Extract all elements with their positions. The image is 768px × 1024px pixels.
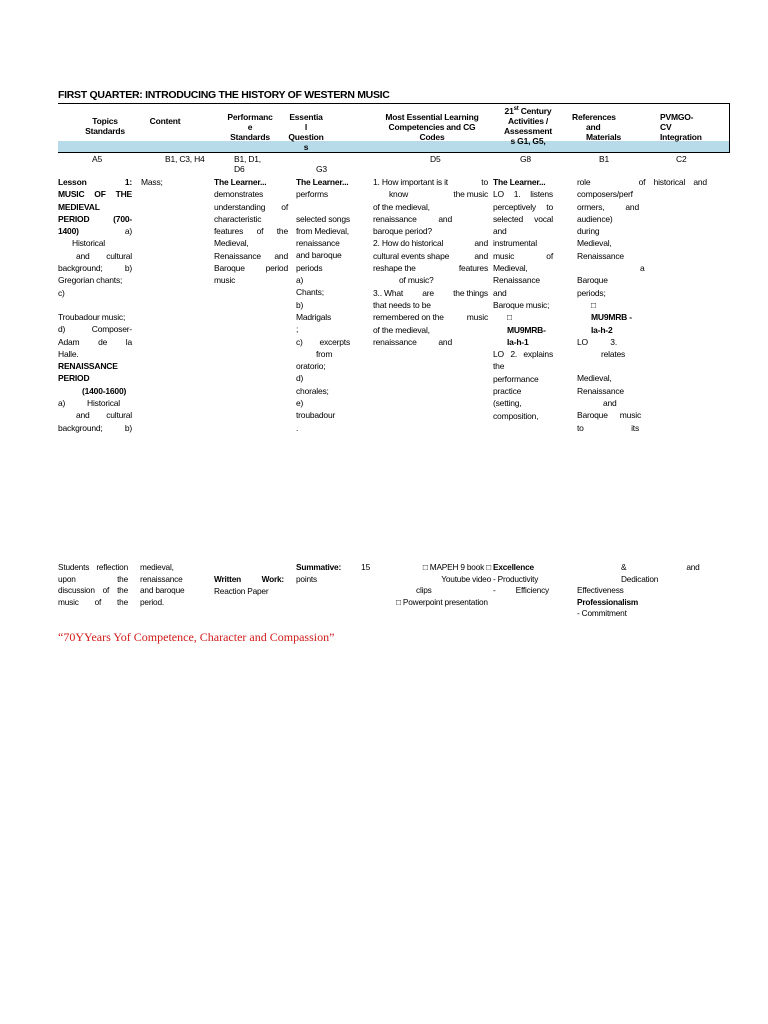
references-code: MU9MRB - [591, 312, 632, 323]
references-text: 3. [610, 336, 617, 347]
topic-text: c) [58, 287, 65, 298]
essential-text: c) [296, 336, 303, 347]
melc-text: of music? [399, 275, 434, 286]
performance-text: characteristic [214, 213, 262, 224]
topic-text: b) [124, 263, 132, 274]
century-text: explains [523, 349, 553, 360]
melc-text: of the medieval, [373, 324, 430, 335]
melc-text: music [466, 312, 488, 323]
essential-text: excerpts [319, 336, 350, 347]
values-list-2 [577, 562, 707, 620]
essential-text: and baroque [296, 250, 342, 261]
reflection-word: music [58, 596, 79, 607]
century-text: LO [493, 189, 504, 200]
references-text: audience) [577, 213, 613, 224]
topic-text: Adam [58, 336, 80, 347]
century-text: Medieval, [493, 263, 528, 274]
century-text: listens [530, 189, 553, 200]
topic-text: THE [115, 189, 132, 200]
century-text: and [493, 287, 507, 298]
melc-text: remembered on the [373, 312, 444, 323]
topic-text: background; [58, 263, 103, 274]
excellence-label: Excellence [493, 562, 534, 572]
topic-text: Gregorian chants; [58, 275, 123, 286]
points-number: 15 [361, 562, 370, 572]
references-text: during [577, 226, 600, 237]
references-code: Ia-h-2 [591, 324, 613, 335]
century-text: vocal [534, 213, 553, 224]
topic-text: Historical [72, 238, 105, 249]
melc-text: are [422, 287, 434, 298]
topic-text: (1400-1600) [82, 385, 127, 396]
essential-text: d) [296, 373, 304, 384]
summative-label: Summative: [296, 562, 342, 572]
references-text: Medieval, [577, 238, 612, 249]
reflection-word: upon [58, 573, 76, 584]
performance-text: Medieval, [214, 238, 249, 249]
melc-text: 1. How important is it [373, 177, 448, 187]
reflection-word: the [117, 585, 128, 595]
essential-text: b) [296, 299, 304, 310]
essential-text: oratorio; [296, 361, 326, 372]
melc-text: of the medieval, [373, 201, 430, 212]
code-pvmgo: C2 [676, 154, 687, 164]
header-melc: Most Essential Learning Competencies and CG Codes [385, 112, 479, 142]
references-text: LO [577, 336, 588, 347]
essential-text: periods [296, 262, 323, 273]
content-line: medieval, [140, 562, 174, 572]
century-text: The Learner... [493, 177, 546, 187]
references-text: ormers, [577, 201, 605, 212]
reflection-word: discussion [58, 585, 95, 595]
melc-text: that needs to be [373, 299, 431, 310]
written-work-label: Work: [261, 574, 284, 584]
code-century: G8 [520, 154, 531, 164]
topic-text: (700- [113, 213, 132, 224]
topic-text: Historical [87, 398, 120, 409]
references-text: a [640, 263, 645, 274]
century-text: music [493, 250, 515, 261]
topic-text: PERIOD [58, 213, 90, 224]
page-title: FIRST QUARTER: INTRODUCING THE HISTORY OF WESTERN MUSIC [58, 89, 390, 101]
topic-text: cultural [106, 410, 132, 421]
written-work [214, 574, 284, 597]
topic-text: and [76, 250, 90, 261]
essential-text: renaissance [296, 238, 340, 249]
performance-text: Baroque [214, 263, 245, 274]
essential-column [296, 176, 364, 434]
performance-text: Renaissance [214, 250, 261, 261]
essential-text: . [296, 422, 299, 433]
references-text: music [619, 410, 641, 421]
essential-text: e) [296, 398, 304, 409]
lesson-label: Lesson [58, 177, 87, 187]
melc-text: renaissance [373, 336, 417, 347]
melc-text: renaissance [373, 213, 417, 224]
topic-text: Halle. [58, 348, 79, 359]
header-content: Content [149, 116, 181, 126]
essential-text: The Learner... [296, 177, 349, 187]
mapeh-book: □ MAPEH 9 book □ [422, 562, 491, 572]
table-top-border [58, 103, 730, 104]
century-text: Renaissance [493, 275, 540, 286]
header-divider [58, 152, 730, 153]
references-text: composers/perf [577, 189, 633, 200]
references-text: Medieval, [577, 373, 612, 384]
references-text: relates [601, 349, 626, 360]
reflection-word: Students [58, 562, 90, 572]
powerpoint-presentation: □ Powerpoint presentation [396, 596, 488, 607]
performance-text: and [274, 250, 288, 261]
performance-column [214, 176, 288, 287]
checkbox-icon: □ [507, 312, 512, 323]
melc-text: and [438, 213, 452, 224]
century-text: to [546, 201, 553, 212]
performance-text: of [281, 201, 288, 212]
productivity-label: - Productivity [493, 573, 539, 584]
topic-text: MEDIEVAL [58, 201, 100, 212]
references-text: periods; [577, 287, 606, 298]
points-label: points [296, 573, 317, 584]
reflection-word: the [117, 573, 128, 584]
topic-text: cultural [106, 250, 132, 261]
century-text: selected [493, 213, 524, 224]
bottom-content-text [140, 562, 184, 608]
essential-text: a) [296, 275, 304, 286]
century-code: MU9MRB- [507, 324, 546, 335]
essential-text: ; [296, 324, 299, 335]
topic-text: and [76, 410, 90, 421]
code-performance: B1, D1, D6 [234, 154, 261, 174]
essential-text: chorales; [296, 385, 329, 396]
references-text: and [625, 201, 639, 212]
header-century: 21st Century Activities / Assessment s G1, G5, [503, 105, 553, 146]
references-column [577, 176, 707, 434]
topic-text: de [98, 336, 108, 347]
content-column: Mass; [141, 177, 163, 187]
performance-text: demonstrates [214, 189, 264, 200]
essential-text: Madrigals [296, 311, 332, 322]
century-text: (setting, [493, 398, 522, 409]
performance-text: features [214, 226, 244, 237]
melc-column [373, 176, 488, 348]
century-text: instrumental [493, 238, 537, 249]
reflection-word: reflection [96, 562, 128, 572]
topic-text: Composer- [91, 324, 132, 335]
content-line: period. [140, 596, 164, 607]
code-references: B1 [599, 154, 609, 164]
essential-text: from [316, 348, 333, 359]
topic-text: PERIOD [58, 373, 90, 384]
references-text: to [577, 422, 584, 433]
school-motto: “70YYears Yof Competence, Character and Compassion” [58, 630, 335, 644]
century-text: perceptively [493, 201, 536, 212]
references-text: role [577, 177, 591, 187]
references-text: its [631, 422, 639, 433]
performance-text: period [265, 263, 288, 274]
header-references: References and Materials [572, 112, 622, 142]
references-text: historical [653, 177, 686, 187]
reflection-word: the [117, 596, 128, 607]
topic-text: b) [124, 422, 132, 433]
youtube-clips: Youtube video [441, 573, 491, 584]
summative [296, 562, 370, 585]
reflection-word: of [102, 585, 110, 595]
professionalism-label: Professionalism [577, 596, 639, 607]
dedication-label: and Dedication [621, 562, 700, 584]
melc-text: reshape the [373, 263, 416, 274]
melc-text: 3.. What [373, 287, 404, 298]
header-pvmgo: PVMGO- CV Integration [660, 112, 702, 142]
century-text: and [493, 226, 507, 237]
commitment-label: - Commitment [577, 608, 627, 618]
century-text: composition, [493, 410, 539, 421]
checkbox-icon: □ [591, 299, 596, 310]
code-topics: A5 [92, 154, 102, 164]
content-line: and baroque [140, 585, 185, 595]
performance-text: of [256, 226, 264, 237]
code-melc: D5 [430, 154, 441, 164]
table-right-border [729, 103, 730, 153]
performance-text: music [214, 275, 236, 286]
header-topics: Topics Standards [85, 116, 125, 136]
references-text: Baroque [577, 410, 608, 421]
topic-text: 1400) [58, 226, 79, 237]
topic-text: MUSIC [58, 189, 85, 200]
melc-text: and [474, 250, 488, 261]
topic-text: Troubadour music; [58, 311, 126, 322]
melc-text: and [474, 238, 488, 249]
topic-text: a) [58, 398, 66, 409]
essential-text: Chants; [296, 287, 324, 298]
references-text: and [603, 398, 617, 409]
header-performance: Performanc e Standards [227, 112, 273, 142]
reflection-text [58, 562, 128, 608]
century-text: performance [493, 373, 539, 384]
essential-text: selected songs [296, 213, 350, 224]
topic-text: a) [124, 226, 132, 237]
reaction-paper: Reaction Paper [214, 585, 269, 596]
performance-text: The Learner... [214, 177, 267, 187]
efficiency-dash: - [493, 585, 496, 595]
efficiency-label: Efficiency [515, 585, 549, 595]
references-text: Renaissance [577, 385, 624, 396]
header-band [58, 141, 729, 152]
century-text: of [546, 250, 553, 261]
melc-text: features [458, 263, 488, 274]
references-text: of [638, 177, 646, 187]
references-text: Baroque [577, 275, 608, 286]
performance-text: understanding [214, 201, 266, 212]
lesson-number: 1: [124, 177, 132, 187]
topic-text: la [125, 336, 132, 347]
century-column [493, 176, 553, 422]
century-text: 2. [510, 349, 518, 360]
century-text: practice [493, 386, 522, 397]
topic-text: d) [58, 324, 66, 335]
topic-text: OF [94, 189, 106, 200]
melc-text: cultural events shape [373, 250, 450, 261]
century-text: 1. [513, 189, 521, 200]
melc-text: baroque period? [373, 226, 432, 237]
values-list [493, 562, 563, 597]
topic-text: RENAISSANCE [58, 361, 118, 372]
topic-text: background; [58, 422, 103, 433]
reflection-word: of [94, 596, 102, 607]
clips-label: clips [416, 585, 432, 595]
essential-text: troubadour [296, 410, 336, 421]
performance-text: the [276, 226, 288, 237]
melc-text: 2. How do historical [373, 238, 444, 249]
century-text: Baroque music; [493, 299, 550, 310]
melc-text: to [481, 177, 488, 187]
century-text: LO [493, 349, 504, 360]
code-content: B1, C3, H4 [165, 154, 205, 164]
century-text: the [493, 361, 505, 372]
melc-text: the music [453, 189, 488, 200]
references-text: Renaissance [577, 250, 624, 261]
melc-text: the things [453, 287, 488, 298]
references-text: and [693, 177, 707, 187]
effectiveness-label: Effectiveness [577, 585, 624, 595]
melc-text: know [389, 189, 409, 200]
header-essential: Essentia l Question s [288, 112, 324, 152]
topics-column [58, 176, 132, 434]
essential-text: from Medieval, [296, 225, 349, 236]
essential-text: performs [296, 189, 328, 200]
materials-list [396, 562, 491, 608]
written-work-label: Written [214, 574, 242, 584]
content-line: renaissance [140, 573, 183, 584]
century-code: Ia-h-1 [507, 336, 529, 347]
melc-text: and [438, 336, 452, 347]
code-essential: G3 [316, 164, 327, 174]
ampersand: & [621, 562, 627, 572]
